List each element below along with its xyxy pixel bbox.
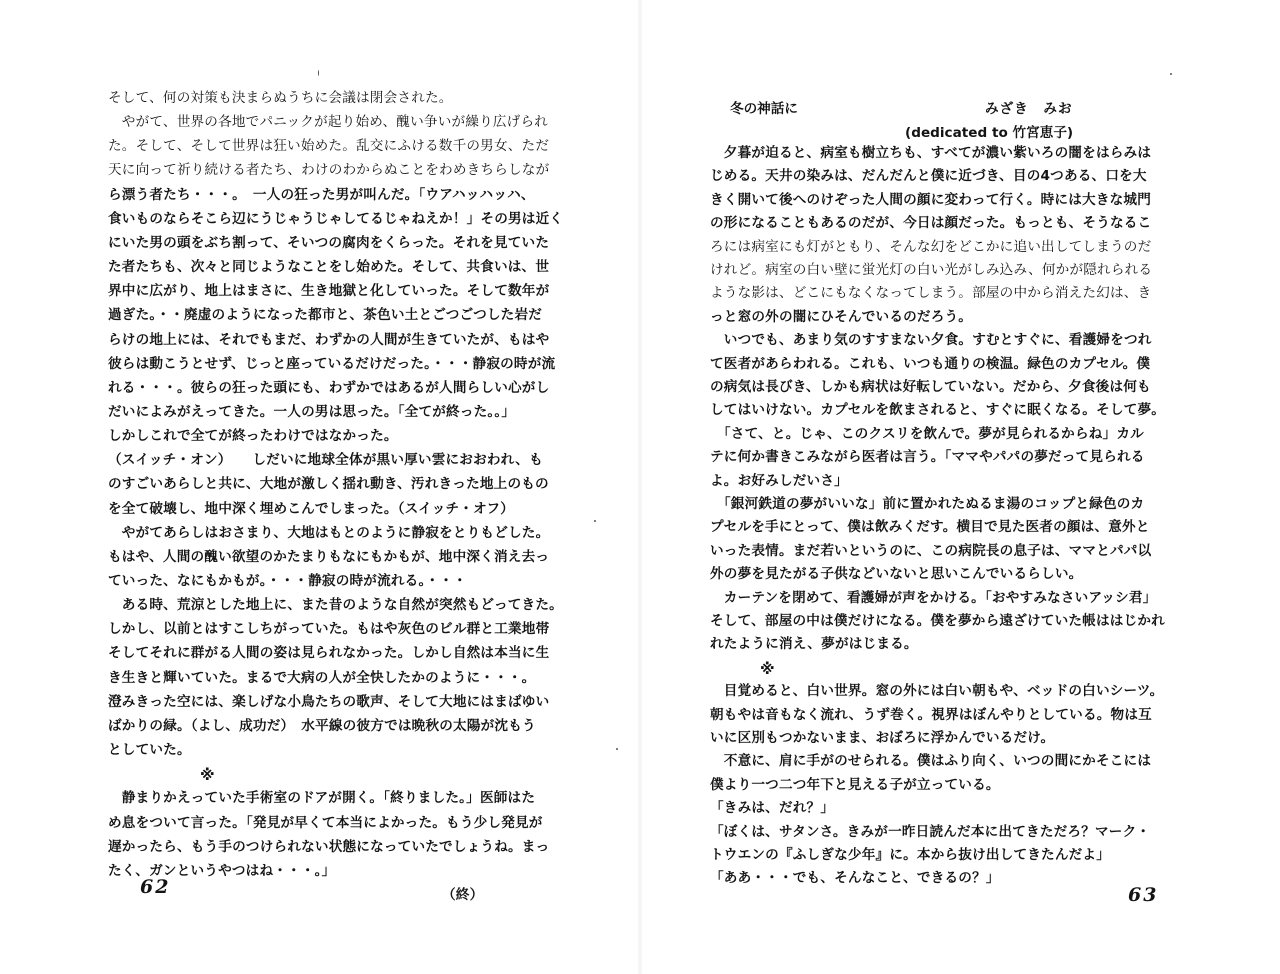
text-line: た者たちも、次々と同じようなことをし始めた。そして、共食いは、世	[108, 259, 550, 276]
text-line: ばかりの緑。（よし、成功だ） 水平線の彼方では晩秋の太陽が沈もう	[108, 717, 536, 734]
text-line: 不意に、肩に手がのせられる。僕はふり向く、いつの間にかそこには	[710, 753, 1152, 770]
text-line: ろには病室にも灯がともり、そんな幻をどこかに追い出してしまうのだ	[710, 238, 1152, 255]
text-line: ら漂う者たち・・・。 一人の狂った男が叫んだ。「ウアハッハッハ、	[108, 186, 535, 203]
text-line: ※	[760, 659, 775, 678]
text-line: っと窓の外の闇にひそんでいるのだろう。	[710, 308, 973, 325]
text-line: いった表情。まだ若いというのに、この病院長の息子は、ママとパパ以	[710, 542, 1152, 559]
text-line: ある時、荒涼とした地上に、また昔のような自然が突然もどってきた。	[108, 597, 563, 614]
text-line: そして、部屋の中は僕だけになる。僕を夢から遠ざけていた帳ははじかれ	[710, 613, 1165, 629]
scan-speck	[616, 748, 618, 750]
text-line: やがてあらしはおさまり、大地はもとのように静寂をとりもどした。	[108, 524, 550, 541]
text-line: 食いものならそこら辺にうじゃうじゃしてるじゃねえか！」その男は近く	[108, 210, 564, 227]
text-line: 「ぼくは、サタンさ。きみが一昨日読んだ本に出てきただろ？マーク・	[710, 823, 1151, 840]
text-line: 外の夢を見たがる子供などいないと思いこんでいるらしい。	[710, 566, 1083, 583]
text-line: けれど。病室の白い壁に蛍光灯の白い光がしみ込み、何かが隠れられる	[710, 262, 1153, 278]
text-line: たく、ガンというやつはね・・・。」	[108, 862, 336, 879]
text-line: 目覚めると、白い世界。窓の外には白い朝もや、ベッドの白いシーツ。	[710, 683, 1164, 700]
text-line: 静まりかえっていた手術室のドアが開く。「終りました。」医師はた	[108, 790, 536, 807]
text-line: としていた。	[108, 742, 191, 759]
text-line: 界中に広がり、地上はまさに、生き地獄と化していった。そして数年が	[108, 283, 550, 300]
text-line: いつでも、あまり気のすすまない夕食。すむとすぐに、看護婦をつれ	[710, 332, 1152, 349]
text-line: 「ああ・・・でも、そんなこと、できるの？」	[710, 870, 1000, 887]
text-line: そしてそれに群がる人間の姿は見られなかった。しかし自然は本当に生	[108, 645, 550, 662]
scan-speck	[318, 70, 319, 76]
text-line: いに区別もつかないまま、おぼろに浮かんでいるだけ。	[710, 730, 1055, 746]
text-line: 遅かったら、もう手のつけられない状態になっていたでしょうね。まっ	[108, 838, 550, 855]
page-number-right: 63	[1128, 884, 1159, 906]
text-line: き生きと輝いていた。まるで大病の人が全快したかのように・・・。	[108, 669, 536, 686]
text-line: 朝もやは音もなく流れ、うず巻く。視界はぼんやりとしている。物は互	[710, 706, 1152, 723]
text-line: プセルを手にとって、僕は飲みくだす。横目で見た医者の顔は、意外と	[710, 519, 1150, 536]
text-line: を全て破壊し、地中深く埋めこんでしまった。（スイッチ・オフ）	[108, 500, 515, 517]
text-line: れたように消え、夢がはじまる。	[710, 636, 918, 653]
text-line: て医者があらわれる。これも、いつも通りの検温。緑色のカプセル。僕	[710, 355, 1151, 372]
text-line: きく開いて後へのけぞった人間の顔に変わって行く。時には大きな城門	[710, 191, 1151, 208]
page-right	[640, 0, 1280, 974]
text-line: 夕暮が迫ると、病室も樹立ちも、すべてが濃い紫いろの闇をはらみは	[710, 145, 1152, 161]
story-author: みざき みお	[985, 101, 1073, 117]
text-line: 「銀河鉄道の夢がいいな」前に置かれたぬるま湯のコップと緑色のカ	[710, 496, 1145, 512]
text-line: そして、何の対策も決まらぬうちに会議は閉会された。	[108, 90, 453, 106]
text-line: らけの地上には、それでもまだ、わずかの人間が生きていたが、もはや	[108, 331, 550, 348]
text-line: 過ぎた。・・廃虚のようになった都市と、茶色い土とごつごつした岩だ	[108, 307, 543, 324]
text-line: ていった、なにもかもが。・・・静寂の時が流れる。・・・	[108, 573, 467, 589]
text-line: （終）	[442, 886, 484, 903]
text-line: め息をついて言った。「発見が早くて本当によかった。もう少し発見が	[108, 814, 543, 831]
page-number-left: 62	[140, 876, 171, 898]
text-line: じめる。天井の染みは、だんだんと僕に近づき、目の4つある、口を大	[710, 168, 1147, 185]
text-line: してはいけない。カプセルを飲まされると、すぐに眠くなる。そして夢。	[710, 402, 1166, 419]
text-line: の形になることもあるのだが、今日は顔だった。もっとも、そうなるこ	[710, 215, 1152, 232]
text-line: 澄みきった空には、楽しげな小鳥たちの歌声、そして大地にはまばゆい	[108, 693, 550, 710]
text-line: やがて、世界の各地でパニックが起り始め、醜い争いが繰り広げられ	[108, 114, 549, 131]
scan-speck	[594, 520, 596, 522]
text-line: テに何か書きこみながら医者は言う。「ママやパパの夢だって見られる	[710, 449, 1145, 466]
story-title: 冬の神話に	[730, 101, 798, 117]
text-line: （スイッチ・オン） しだいに地球全体が黒い厚い雲におおわれ、も	[108, 452, 543, 469]
text-line: の病気は長びき、しかも病状は好転していない。だから、夕食後は何も	[710, 379, 1151, 395]
text-line: よ。お好みしだいさ」	[710, 472, 848, 489]
text-line: れる・・・。彼らの狂った頭にも、わずかではあるが人間らしい心がし	[108, 379, 550, 396]
text-line: た。そして、そして世界は狂い始めた。乱交にふける数千の男女、ただ	[108, 138, 550, 155]
text-line: ※	[200, 766, 215, 785]
text-line: 彼らは動こうとせず、じっと座っているだけだった。・・・静寂の時が流	[108, 355, 556, 372]
scan-speck	[1170, 73, 1172, 75]
text-line: しかし、以前とはすこしちがっていた。もはや灰色のビル群と工業地帯	[108, 621, 550, 638]
text-line: カーテンを閉めて、看護婦が声をかける。「おやすみなさいアッシ君」	[710, 589, 1157, 606]
text-line: 天に向って祈り続ける者たち、わけのわからぬことをわめきちらしなが	[108, 162, 550, 179]
text-line: トウエンの『ふしぎな少年』に。本から抜け出してきたんだよ」	[710, 847, 1111, 863]
text-line: 「さて、と。じゃ、このクスリを飲んで。夢が見られるからね」カル	[710, 425, 1144, 442]
text-line: もはや、人間の醜い欲望のかたまりもなにもかもが、地中深く消え去っ	[108, 548, 550, 565]
text-line: のすごいあらしと共に、大地が激しく揺れ動き、汚れきった地上のもの	[108, 476, 549, 493]
text-line: しかしこれで全てが終ったわけではなかった。	[108, 428, 398, 445]
text-line: ような影は、どこにもなくなってしまう。部屋の中から消えた幻は、き	[710, 285, 1152, 302]
text-line: だいによみがえってきた。一人の男は思った。「全てが終った。。」	[108, 403, 516, 420]
text-line: にいた男の頭をぶち割って、そいつの腐肉をくらった。それを見ていた	[108, 234, 550, 251]
story-dedication: (dedicated to 竹宮恵子)	[905, 125, 1074, 141]
right-page-text	[640, 0, 1280, 974]
text-line: 「きみは、だれ？」	[710, 800, 835, 817]
text-line: 僕より一つ二つ年下と見える子が立っている。	[710, 776, 1000, 793]
